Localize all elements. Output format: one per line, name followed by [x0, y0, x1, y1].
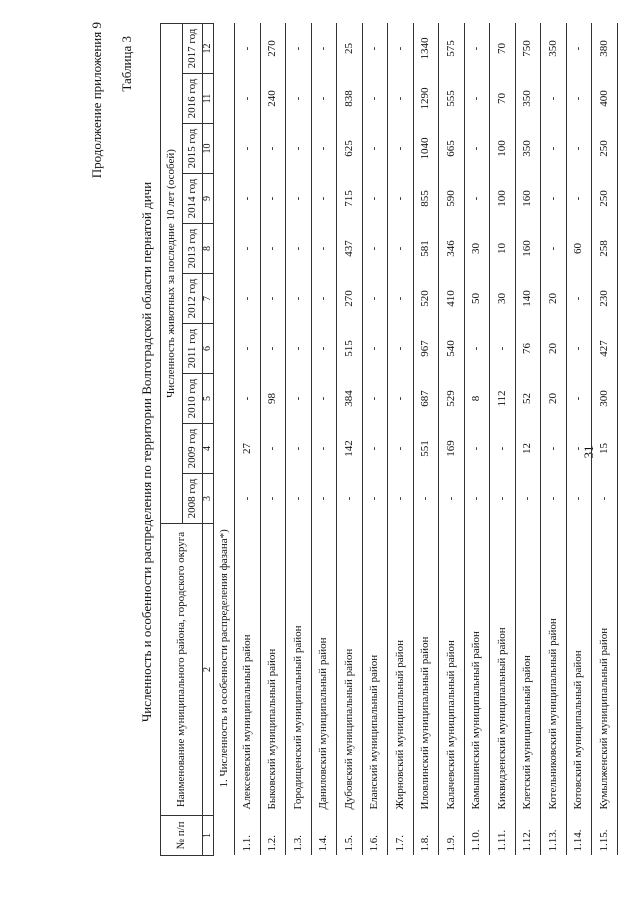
count-cell: 25 — [337, 23, 363, 73]
count-cell: - — [362, 224, 388, 274]
table-row — [592, 23, 618, 855]
count-cell: - — [439, 474, 465, 524]
count-cell: - — [286, 23, 312, 73]
count-cell: - — [311, 424, 337, 474]
count-cell: - — [388, 474, 414, 524]
wildlife-table — [160, 23, 618, 856]
header-index-cell: 10 — [203, 124, 214, 174]
count-cell: - — [362, 23, 388, 73]
count-cell: 575 — [439, 23, 465, 73]
count-cell: 70 — [490, 74, 516, 124]
count-cell: 350 — [515, 124, 541, 174]
count-cell: 590 — [439, 174, 465, 224]
count-cell: - — [464, 474, 490, 524]
row-number: 1.11. — [490, 816, 516, 856]
header-index-cell: 9 — [203, 174, 214, 224]
count-cell: 529 — [439, 374, 465, 424]
header-index-cell: 12 — [203, 23, 214, 73]
count-cell: 60 — [566, 224, 592, 274]
count-cell: 70 — [490, 23, 516, 73]
count-cell: 437 — [337, 224, 363, 274]
count-cell: - — [286, 474, 312, 524]
count-cell: 140 — [515, 274, 541, 324]
count-cell: - — [235, 23, 261, 73]
count-cell: 1290 — [413, 74, 439, 124]
row-number: 1.14. — [566, 816, 592, 856]
count-cell: - — [311, 474, 337, 524]
count-cell: - — [260, 124, 286, 174]
count-cell: - — [490, 324, 516, 374]
count-cell: - — [541, 74, 567, 124]
table-row — [464, 23, 490, 855]
count-cell: - — [566, 23, 592, 73]
count-cell: 380 — [592, 23, 618, 73]
count-cell: 240 — [260, 74, 286, 124]
row-number: 1.3. — [286, 816, 312, 856]
count-cell: - — [464, 124, 490, 174]
count-cell: - — [413, 474, 439, 524]
count-cell: - — [464, 23, 490, 73]
row-number: 1.1. — [235, 816, 261, 856]
count-cell: - — [286, 424, 312, 474]
count-cell: 855 — [413, 174, 439, 224]
count-cell: - — [286, 324, 312, 374]
count-cell: 27 — [235, 424, 261, 474]
count-cell: 12 — [515, 424, 541, 474]
table-label: Таблица 3 — [119, 36, 134, 92]
count-cell: 350 — [541, 23, 567, 73]
count-cell: 112 — [490, 374, 516, 424]
row-number: 1.12. — [515, 816, 541, 856]
count-cell: - — [541, 424, 567, 474]
count-cell: 15 — [592, 424, 618, 474]
header-year: 2008 год — [183, 474, 203, 524]
count-cell: - — [235, 274, 261, 324]
count-cell: 551 — [413, 424, 439, 474]
header-index-cell: 11 — [203, 74, 214, 124]
count-cell: - — [388, 324, 414, 374]
count-cell: 20 — [541, 374, 567, 424]
count-cell: 250 — [592, 174, 618, 224]
page-number: 31 — [581, 445, 596, 459]
count-cell: - — [592, 474, 618, 524]
district-name: Быковский муниципальный район — [260, 524, 286, 816]
count-cell: - — [388, 74, 414, 124]
count-cell: 250 — [592, 124, 618, 174]
count-cell: 52 — [515, 374, 541, 424]
table-row — [515, 23, 541, 855]
count-cell: - — [566, 474, 592, 524]
row-number: 1.4. — [311, 816, 337, 856]
count-cell: - — [490, 424, 516, 474]
count-cell: 100 — [490, 124, 516, 174]
table-row — [490, 23, 516, 855]
count-cell: - — [311, 224, 337, 274]
count-cell: - — [286, 174, 312, 224]
count-cell: - — [260, 474, 286, 524]
count-cell: - — [362, 74, 388, 124]
count-cell: - — [566, 374, 592, 424]
header-year: 2016 год — [183, 74, 203, 124]
count-cell: - — [260, 324, 286, 374]
count-cell: 346 — [439, 224, 465, 274]
count-cell: 20 — [541, 274, 567, 324]
count-cell: - — [362, 374, 388, 424]
count-cell: - — [260, 174, 286, 224]
count-cell: 384 — [337, 374, 363, 424]
count-cell: - — [388, 374, 414, 424]
count-cell: 100 — [490, 174, 516, 224]
count-cell: 50 — [464, 274, 490, 324]
count-cell: - — [311, 124, 337, 174]
count-cell: 715 — [337, 174, 363, 224]
count-cell: 10 — [490, 224, 516, 274]
header-year: 2017 год — [183, 23, 203, 73]
count-cell: - — [311, 324, 337, 374]
count-cell: - — [286, 274, 312, 324]
district-name: Дубовский муниципальный район — [337, 524, 363, 816]
table-row — [413, 23, 439, 855]
row-number: 1.9. — [439, 816, 465, 856]
count-cell: - — [260, 274, 286, 324]
count-cell: - — [235, 324, 261, 374]
count-cell: - — [388, 274, 414, 324]
count-cell: 625 — [337, 124, 363, 174]
district-name: Еланский муниципальный район — [362, 524, 388, 816]
count-cell: - — [566, 424, 592, 474]
district-name: Кумылженский муниципальный район — [592, 524, 618, 816]
count-cell: 30 — [464, 224, 490, 274]
count-cell: 8 — [464, 374, 490, 424]
count-cell: 230 — [592, 274, 618, 324]
row-number: 1.15. — [592, 816, 618, 856]
header-index-cell: 7 — [203, 274, 214, 324]
header-name: Наименование муниципального района, городского округа — [161, 524, 203, 816]
count-cell: - — [286, 224, 312, 274]
count-cell: - — [286, 124, 312, 174]
count-cell: - — [362, 274, 388, 324]
table-row — [286, 23, 312, 855]
count-cell: - — [388, 224, 414, 274]
count-cell: - — [311, 23, 337, 73]
district-name: Иловлинский муниципальный район — [413, 524, 439, 816]
header-year: 2013 год — [183, 224, 203, 274]
header-year: 2015 год — [183, 124, 203, 174]
header-index-row — [203, 23, 214, 855]
count-cell: 520 — [413, 274, 439, 324]
count-cell: 687 — [413, 374, 439, 424]
count-cell: 30 — [490, 274, 516, 324]
count-cell: 967 — [413, 324, 439, 374]
header-year: 2011 год — [183, 324, 203, 374]
count-cell: - — [464, 424, 490, 474]
count-cell: 581 — [413, 224, 439, 274]
header-year: 2012 год — [183, 274, 203, 324]
count-cell: 665 — [439, 124, 465, 174]
count-cell: 400 — [592, 74, 618, 124]
appendix-note: Продолжение приложения 9 — [89, 22, 104, 179]
count-cell: 169 — [439, 424, 465, 474]
count-cell: - — [235, 124, 261, 174]
count-cell: - — [260, 424, 286, 474]
district-name: Даниловский муниципальный район — [311, 524, 337, 816]
header-index-cell: 4 — [203, 424, 214, 474]
count-cell: 540 — [439, 324, 465, 374]
count-cell: - — [235, 174, 261, 224]
district-name: Жирновский муниципальный район — [388, 524, 414, 816]
header-number: № п/п — [161, 816, 203, 856]
count-cell: - — [311, 374, 337, 424]
count-cell: 160 — [515, 224, 541, 274]
count-cell: - — [235, 224, 261, 274]
district-name: Камышинский муниципальный район — [464, 524, 490, 816]
count-cell: - — [566, 124, 592, 174]
count-cell: 555 — [439, 74, 465, 124]
count-cell: - — [388, 174, 414, 224]
count-cell: 515 — [337, 324, 363, 374]
district-name: Городищенский муниципальный район — [286, 524, 312, 816]
count-cell: 350 — [515, 74, 541, 124]
count-cell: - — [286, 74, 312, 124]
count-cell: 300 — [592, 374, 618, 424]
district-name: Клетский муниципальный район — [515, 524, 541, 816]
count-cell: - — [286, 374, 312, 424]
header-index-cell: 6 — [203, 324, 214, 374]
count-cell: - — [541, 224, 567, 274]
rotated-sheet — [40, 22, 610, 882]
header-group: Численность животных за последние 10 лет (особей) — [161, 23, 183, 523]
count-cell: - — [311, 274, 337, 324]
count-cell: - — [566, 324, 592, 374]
table-row — [235, 23, 261, 855]
count-cell: 270 — [337, 274, 363, 324]
count-cell: - — [566, 274, 592, 324]
count-cell: 1040 — [413, 124, 439, 174]
header-index-cell: 3 — [203, 474, 214, 524]
district-name: Котельниковский муниципальный район — [541, 524, 567, 816]
count-cell: - — [362, 324, 388, 374]
count-cell: - — [515, 474, 541, 524]
count-cell: - — [235, 474, 261, 524]
count-cell: - — [464, 324, 490, 374]
count-cell: - — [311, 174, 337, 224]
count-cell: 410 — [439, 274, 465, 324]
row-number: 1.5. — [337, 816, 363, 856]
count-cell: - — [541, 474, 567, 524]
count-cell: 76 — [515, 324, 541, 374]
table-row — [566, 23, 592, 855]
count-cell: - — [235, 74, 261, 124]
count-cell: - — [541, 174, 567, 224]
district-name: Котовский муниципальный район — [566, 524, 592, 816]
table-row — [362, 23, 388, 855]
count-cell: 20 — [541, 324, 567, 374]
section-title: 1. Численность и особенности распределения фазана*) — [214, 23, 235, 855]
count-cell: 750 — [515, 23, 541, 73]
count-cell: - — [388, 124, 414, 174]
count-cell: 270 — [260, 23, 286, 73]
count-cell: 1340 — [413, 23, 439, 73]
row-number: 1.8. — [413, 816, 439, 856]
count-cell: - — [464, 74, 490, 124]
count-cell: - — [337, 474, 363, 524]
count-cell: - — [311, 74, 337, 124]
count-cell: 427 — [592, 324, 618, 374]
row-number: 1.7. — [388, 816, 414, 856]
header-index-cell: 1 — [203, 816, 214, 856]
count-cell: 142 — [337, 424, 363, 474]
header-year: 2010 год — [183, 374, 203, 424]
district-name: Киквидзенский муниципальный район — [490, 524, 516, 816]
count-cell: - — [235, 374, 261, 424]
header-year: 2014 год — [183, 174, 203, 224]
table-title: Численность и особенности распределения по территории Волгоградской области пернатой дичи — [139, 181, 154, 723]
table-row — [439, 23, 465, 855]
header-index-cell: 8 — [203, 224, 214, 274]
row-number: 1.2. — [260, 816, 286, 856]
section-row — [214, 23, 235, 855]
row-number: 1.10. — [464, 816, 490, 856]
table-row — [388, 23, 414, 855]
header-index-cell: 2 — [203, 524, 214, 816]
count-cell: - — [490, 474, 516, 524]
district-name: Алексеевский муниципальный район — [235, 524, 261, 816]
count-cell: - — [260, 224, 286, 274]
count-cell: - — [362, 474, 388, 524]
count-cell: - — [362, 174, 388, 224]
table-row — [260, 23, 286, 855]
count-cell: - — [362, 424, 388, 474]
table-body — [214, 23, 618, 855]
header-year: 2009 год — [183, 424, 203, 474]
row-number: 1.13. — [541, 816, 567, 856]
table-row — [541, 23, 567, 855]
count-cell: 98 — [260, 374, 286, 424]
table-row — [311, 23, 337, 855]
count-cell: - — [362, 124, 388, 174]
count-cell: - — [566, 74, 592, 124]
table-row — [337, 23, 363, 855]
count-cell: - — [388, 424, 414, 474]
count-cell: 160 — [515, 174, 541, 224]
row-number: 1.6. — [362, 816, 388, 856]
district-name: Калачевский муниципальный район — [439, 524, 465, 816]
count-cell: - — [566, 174, 592, 224]
count-cell: - — [388, 23, 414, 73]
count-cell: 258 — [592, 224, 618, 274]
header-index-cell: 5 — [203, 374, 214, 424]
count-cell: - — [541, 124, 567, 174]
count-cell: 838 — [337, 74, 363, 124]
count-cell: - — [464, 174, 490, 224]
